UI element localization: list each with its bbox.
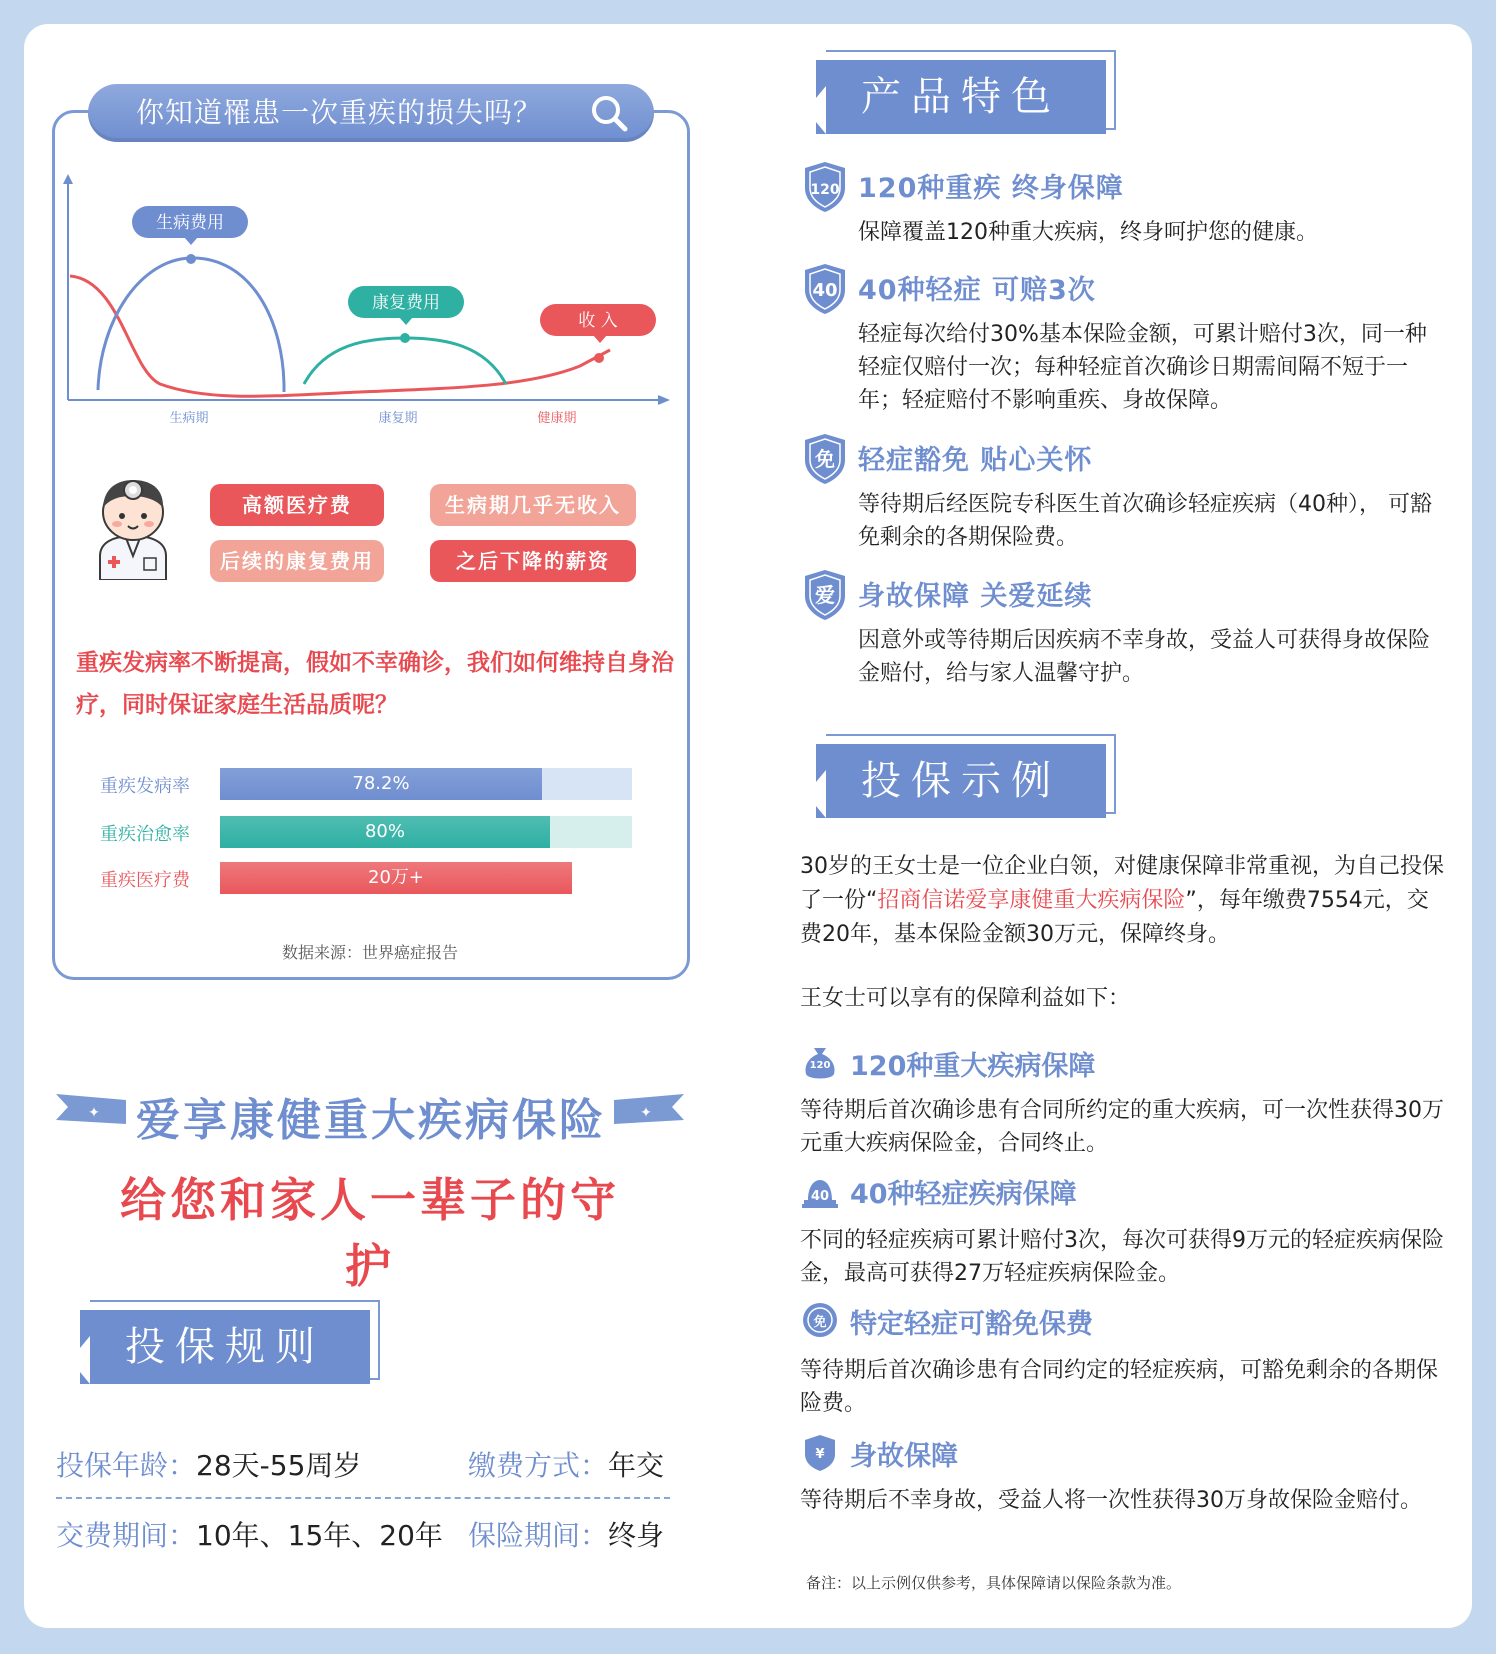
feature-title: 120种重疾 终身保障 — [858, 173, 1124, 204]
benefit-title: 120种重大疾病保障 — [850, 1051, 1096, 1082]
income-curve — [70, 276, 610, 396]
slogan-tagline: 给您和家人一辈子的守护 — [120, 1173, 620, 1293]
ribbon-left-icon — [56, 1090, 126, 1130]
exempt-circle-icon — [800, 1300, 840, 1340]
benefit-lead: 王女士可以享有的保障利益如下： — [800, 986, 1131, 1011]
svg-text:✦: ✦ — [640, 1105, 652, 1121]
svg-text:免: 免 — [813, 1315, 827, 1330]
search-icon — [588, 92, 628, 132]
benefit-text: 等待期后不幸身故，受益人将一次性获得30万身故保险金赔付。 — [800, 1488, 1422, 1513]
feature-text: 等待期后经医院专科医生首次确诊轻症疾病（40种）， 可豁免剩余的各期保险费。 — [858, 492, 1432, 550]
feature-title: 轻症豁免 贴心关怀 — [858, 445, 1093, 476]
sick-cost-point — [186, 254, 196, 264]
doctor-illustration — [90, 476, 176, 580]
income-label: 收 入 — [578, 311, 618, 331]
stat-label: 重疾发病率 — [100, 776, 190, 797]
svg-text:免: 免 — [815, 447, 835, 471]
feature-text: 轻症每次给付30%基本保险金额，可累计赔付3次，同一种轻症仅赔付一次；每种轻症首次确诊日期需间隔不短于一年；轻症赔付不影响重疾、身故保障。 — [858, 322, 1427, 413]
ribbon-right-icon — [614, 1090, 684, 1130]
svg-text:¥: ¥ — [815, 1447, 825, 1462]
yuan-shield-icon — [800, 1432, 840, 1472]
rule-coverage-period: 保险期间：终身 — [468, 1519, 665, 1552]
loss-question: 重疾发病率不断提高，假如不幸确诊，我们如何维持自身治疗，同时保证家庭生活品质呢？ — [76, 650, 674, 718]
benefit-title: 特定轻症可豁免保费 — [850, 1309, 1093, 1340]
rule-payment-method: 缴费方式：年交 — [468, 1449, 665, 1482]
tag-high-medical-cost: 高额医疗费 — [210, 484, 384, 526]
slogan-product-name: 爱享康健重大疾病保险 — [136, 1095, 606, 1146]
x-label-healthy: 健康期 — [537, 411, 577, 426]
shield-40-icon — [800, 1170, 840, 1210]
loss-title-text: 你知道罹患一次重疾的损失吗？ — [136, 96, 543, 129]
x-label-sick: 生病期 — [169, 411, 209, 426]
rules-divider — [56, 1497, 670, 1499]
badge-40-icon — [803, 262, 847, 316]
rehab-cost-label: 康复费用 — [372, 293, 440, 313]
stat-bar-fill: 78.2% — [220, 768, 542, 800]
rule-age: 投保年龄：28天-55周岁 — [56, 1449, 362, 1482]
disclaimer-note: 备注：以上示例仅供参考，具体保障请以保险条款为准。 — [806, 1574, 1182, 1592]
example-intro: 30岁的王女士是一位企业白领，对健康保障非常重视，为自己投保了一份“招商信诺爱享康健重大疾病保险”，每年缴费7554元，交费20年，基本保险金额30万元，保障终身。 — [800, 854, 1444, 947]
svg-text:120: 120 — [809, 1060, 831, 1071]
feature-title: 40种轻症 可赔3次 — [858, 275, 1096, 306]
benefit-text: 等待期后首次确诊患有合同约定的轻症疾病，可豁免剩余的各期保险费。 — [800, 1358, 1439, 1416]
rehab-cost-curve — [304, 338, 506, 384]
svg-text:爱: 爱 — [815, 583, 835, 607]
badge-exempt-icon — [803, 432, 847, 486]
y-axis-arrow — [63, 174, 73, 184]
rules-header-text: 投保规则 — [80, 1310, 370, 1384]
sick-cost-curve — [98, 258, 284, 392]
feature-text: 因意外或等待期后因疾病不幸身故，受益人可获得身故保险金赔付，给与家人温馨守护。 — [858, 628, 1431, 686]
x-axis-arrow — [658, 395, 670, 405]
benefit-text: 等待期后首次确诊患有合同所约定的重大疾病，可一次性获得30万元重大疾病保险金，合同终止。 — [800, 1098, 1444, 1156]
example-header-text: 投保示例 — [816, 744, 1106, 818]
loss-curve-chart — [60, 170, 680, 440]
tag-lower-salary: 之后下降的薪资 — [430, 540, 636, 582]
sick-cost-label: 生病费用 — [156, 213, 224, 233]
features-header — [806, 50, 1116, 142]
tag-rehab-cost: 后续的康复费用 — [210, 540, 384, 582]
benefit-title: 40种轻症疾病保障 — [850, 1179, 1077, 1210]
rules-header — [70, 1300, 380, 1392]
benefit-text: 不同的轻症疾病可累计赔付3次，每次可获得9万元的轻症疾病保险金，最高可获得27万轻症疾病保险金。 — [800, 1228, 1444, 1286]
svg-text:40: 40 — [812, 280, 838, 301]
stat-label: 重疾治愈率 — [100, 824, 190, 845]
svg-text:120: 120 — [810, 182, 840, 198]
stat-bar-fill: 20万+ — [220, 862, 572, 894]
feature-title: 身故保障 关爱延续 — [858, 581, 1093, 612]
badge-120-icon — [803, 160, 847, 214]
product-name-highlight: 招商信诺爱享康健重大疾病保险 — [877, 888, 1186, 913]
features-header-text: 产品特色 — [816, 60, 1106, 134]
stat-bar-fill: 80% — [220, 816, 550, 848]
feature-text: 保障覆盖120种重大疾病，终身呵护您的健康。 — [858, 220, 1318, 245]
svg-text:✦: ✦ — [88, 1105, 100, 1121]
rehab-cost-point — [400, 333, 410, 343]
tag-no-income: 生病期几乎无收入 — [430, 484, 636, 526]
data-source: 数据来源：世界癌症报告 — [281, 943, 458, 962]
benefit-title: 身故保障 — [850, 1441, 958, 1472]
rule-payment-period: 交费期间：10年、15年、20年 — [56, 1519, 443, 1552]
income-point — [594, 353, 604, 363]
x-label-rehab: 康复期 — [378, 411, 418, 426]
svg-text:40: 40 — [810, 1189, 830, 1204]
stat-label: 重疾医疗费 — [100, 870, 190, 891]
money-bag-120-icon — [800, 1042, 840, 1082]
loss-panel-title — [88, 84, 654, 142]
example-header — [806, 734, 1116, 826]
badge-love-icon — [803, 568, 847, 622]
